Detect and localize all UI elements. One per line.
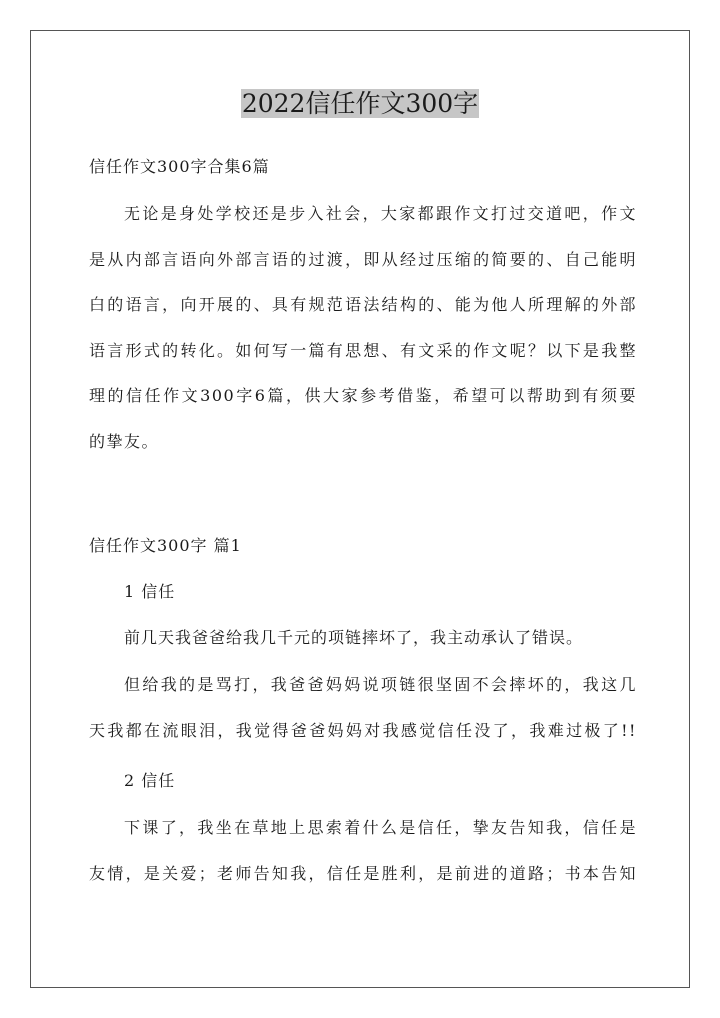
item1-para-line: 天我都在流眼泪，我觉得爸爸妈妈对我感觉信任没了，我难过极了!!	[89, 720, 637, 740]
document-title	[0, 86, 720, 122]
intro-line: 是从内部言语向外部言语的过渡，即从经过压缩的简要的、自己能明	[89, 249, 637, 269]
intro-line: 的挚友。	[89, 431, 160, 451]
intro-line: 理的信任作文300字6篇，供大家参考借鉴，希望可以帮助到有须要	[89, 386, 637, 406]
section-heading: 信任作文300字 篇1	[89, 536, 242, 555]
intro-line: 无论是身处学校还是步入社会，大家都跟作文打过交道吧，作文	[124, 204, 637, 223]
intro-line: 白的语言，向开展的、具有规范语法结构的、能为他人所理解的外部	[89, 295, 637, 315]
item1-paragraph	[89, 675, 637, 766]
item1-label: 1 信任	[124, 582, 176, 601]
item2-para-line: 友情，是关爱；老师告知我，信任是胜利，是前进的道路；书本告知	[89, 863, 637, 883]
intro-line: 语言形式的转化。如何写一篇有思想、有文采的作文呢？以下是我整	[89, 340, 637, 360]
item2-paragraph	[89, 818, 637, 909]
document-subtitle: 信任作文300字合集6篇	[89, 157, 270, 176]
item1-line: 前几天我爸爸给我几千元的项链摔坏了，我主动承认了错误。	[124, 628, 584, 647]
intro-paragraph	[89, 204, 637, 478]
item1-para-line: 但给我的是骂打，我爸爸妈妈说项链很坚固不会摔坏的，我这几	[124, 675, 637, 694]
item2-label: 2 信任	[124, 771, 176, 790]
item2-para-line: 下课了，我坐在草地上思索着什么是信任，挚友告知我，信任是	[124, 818, 637, 837]
document-title-text: 2022信任作文300字	[241, 89, 479, 118]
